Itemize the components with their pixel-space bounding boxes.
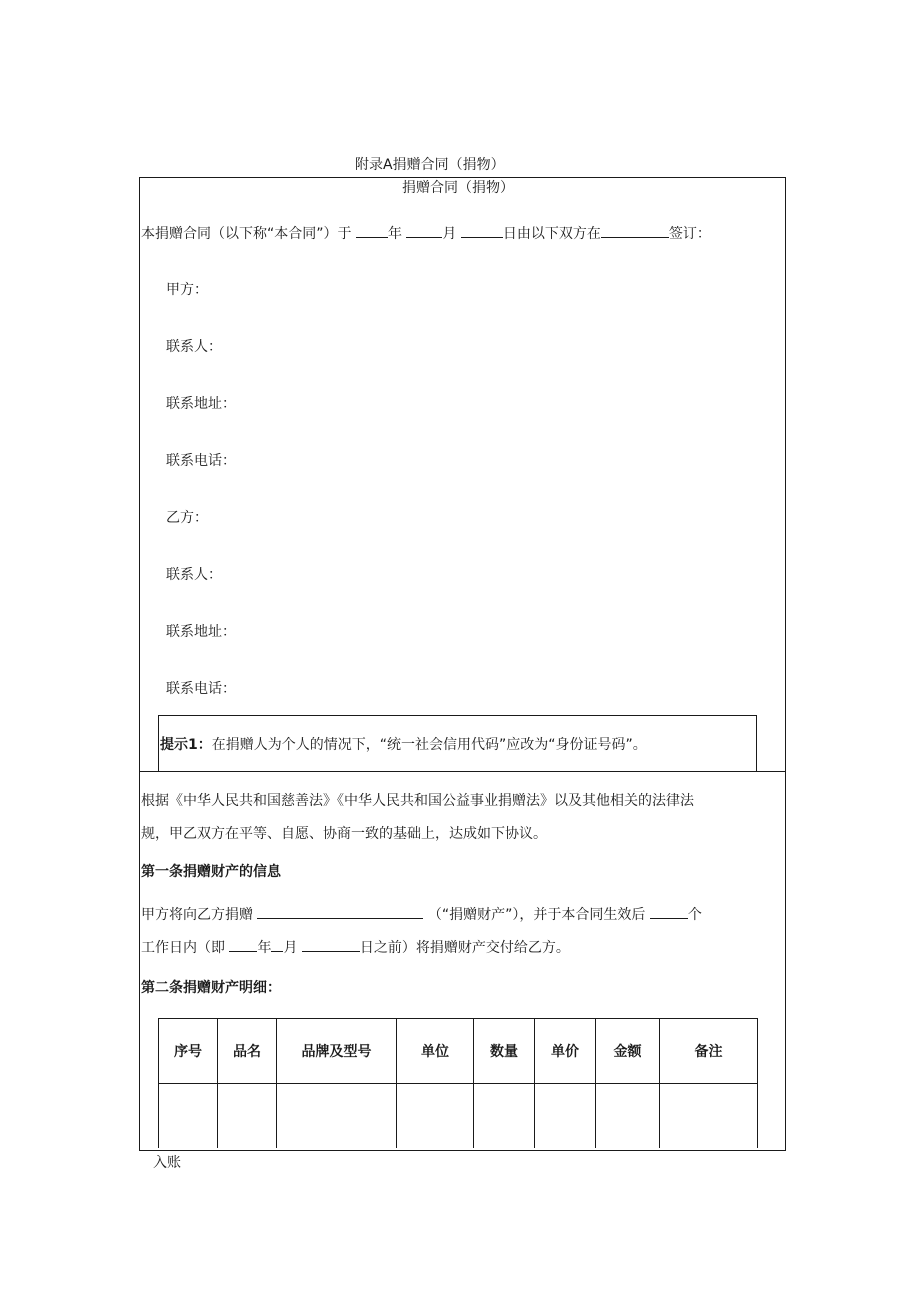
year-blank: [356, 223, 388, 238]
month-blank: [406, 223, 442, 238]
header-cell: 品牌及型号: [277, 1019, 397, 1084]
hint-line: [160, 735, 647, 755]
intro-sign: 签订：: [668, 226, 711, 242]
place-blank: [601, 223, 669, 238]
contract-title: 捐赠合同（捐物）: [402, 180, 514, 196]
party-a-label: 甲方：: [166, 282, 208, 298]
article1-line-2: [141, 937, 570, 958]
article1-workdays: 工作日内（即: [141, 940, 225, 956]
days-blank: [650, 904, 688, 919]
party-b-label: 乙方：: [166, 510, 208, 526]
contract-frame-top: [139, 177, 786, 772]
day-blank: [461, 223, 503, 238]
header-cell: 单价: [535, 1019, 596, 1084]
article1-heading: 第一条捐赠财产的信息: [141, 864, 281, 880]
intro-day-place: 日由以下双方在: [502, 226, 601, 242]
header-cell: 备注: [660, 1019, 758, 1084]
intro-line: [141, 223, 711, 244]
intro-month: 月: [442, 226, 457, 242]
article1-month: 月: [283, 940, 298, 956]
article1-unit: 个: [687, 907, 702, 923]
header-cell: 品名: [218, 1019, 277, 1084]
party-b-contact: 联系人：: [166, 567, 222, 583]
header-cell: 单位: [397, 1019, 474, 1084]
header-cell: 金额: [596, 1019, 660, 1084]
article1-after: （“捐赠财产”），并于本合同生效后: [427, 907, 646, 923]
hint-text: 在捐赠人为个人的情况下，“统一社会信用代码”应改为“身份证号码”。: [211, 737, 647, 753]
donation-item-blank: [257, 904, 423, 919]
header-cell: 序号: [159, 1019, 218, 1084]
article1-deliver: 日之前）将捐赠财产交付给乙方。: [359, 940, 570, 956]
hint-label: 提示1：: [160, 737, 212, 753]
donation-detail-table: [158, 1018, 758, 1148]
deadline-year-blank: [229, 937, 257, 952]
intro-year: 年: [387, 226, 402, 242]
table-cell[interactable]: [535, 1084, 596, 1149]
table-header-row: [159, 1019, 758, 1084]
table-cell[interactable]: [159, 1084, 218, 1149]
header-cell: 数量: [474, 1019, 535, 1084]
article1-give: 甲方将向乙方捐赠: [141, 907, 253, 923]
deadline-day-blank: [302, 937, 360, 952]
table-cell[interactable]: [596, 1084, 660, 1149]
party-a-contact: 联系人：: [166, 339, 222, 355]
table-cell[interactable]: [218, 1084, 277, 1149]
party-a-phone: 联系电话：: [166, 453, 236, 469]
party-b-address: 联系地址：: [166, 624, 236, 640]
table-cell[interactable]: [277, 1084, 397, 1149]
deadline-month-blank: [271, 937, 283, 952]
table-cell[interactable]: [474, 1084, 535, 1149]
basis-line-2: 规，甲乙双方在平等、自愿、协商一致的基础上，达成如下协议。: [141, 826, 547, 842]
party-a-address: 联系地址：: [166, 396, 236, 412]
intro-prefix: 本捐赠合同（以下称“本合同”）于: [141, 226, 352, 242]
table-cell[interactable]: [660, 1084, 758, 1149]
article1-line-1: [141, 904, 702, 925]
table-cell[interactable]: [397, 1084, 474, 1149]
party-b-phone: 联系电话：: [166, 681, 236, 697]
article2-heading: 第二条捐赠财产明细：: [141, 980, 281, 996]
basis-line-1: 根据《中华人民共和国慈善法》《中华人民共和国公益事业捐赠法》以及其他相关的法律法: [141, 793, 694, 809]
article1-year: 年: [257, 940, 272, 956]
table-row: [159, 1084, 758, 1149]
appendix-title: 附录A捐赠合同（捐物）: [355, 157, 505, 173]
footer-note: 入账: [153, 1155, 181, 1171]
